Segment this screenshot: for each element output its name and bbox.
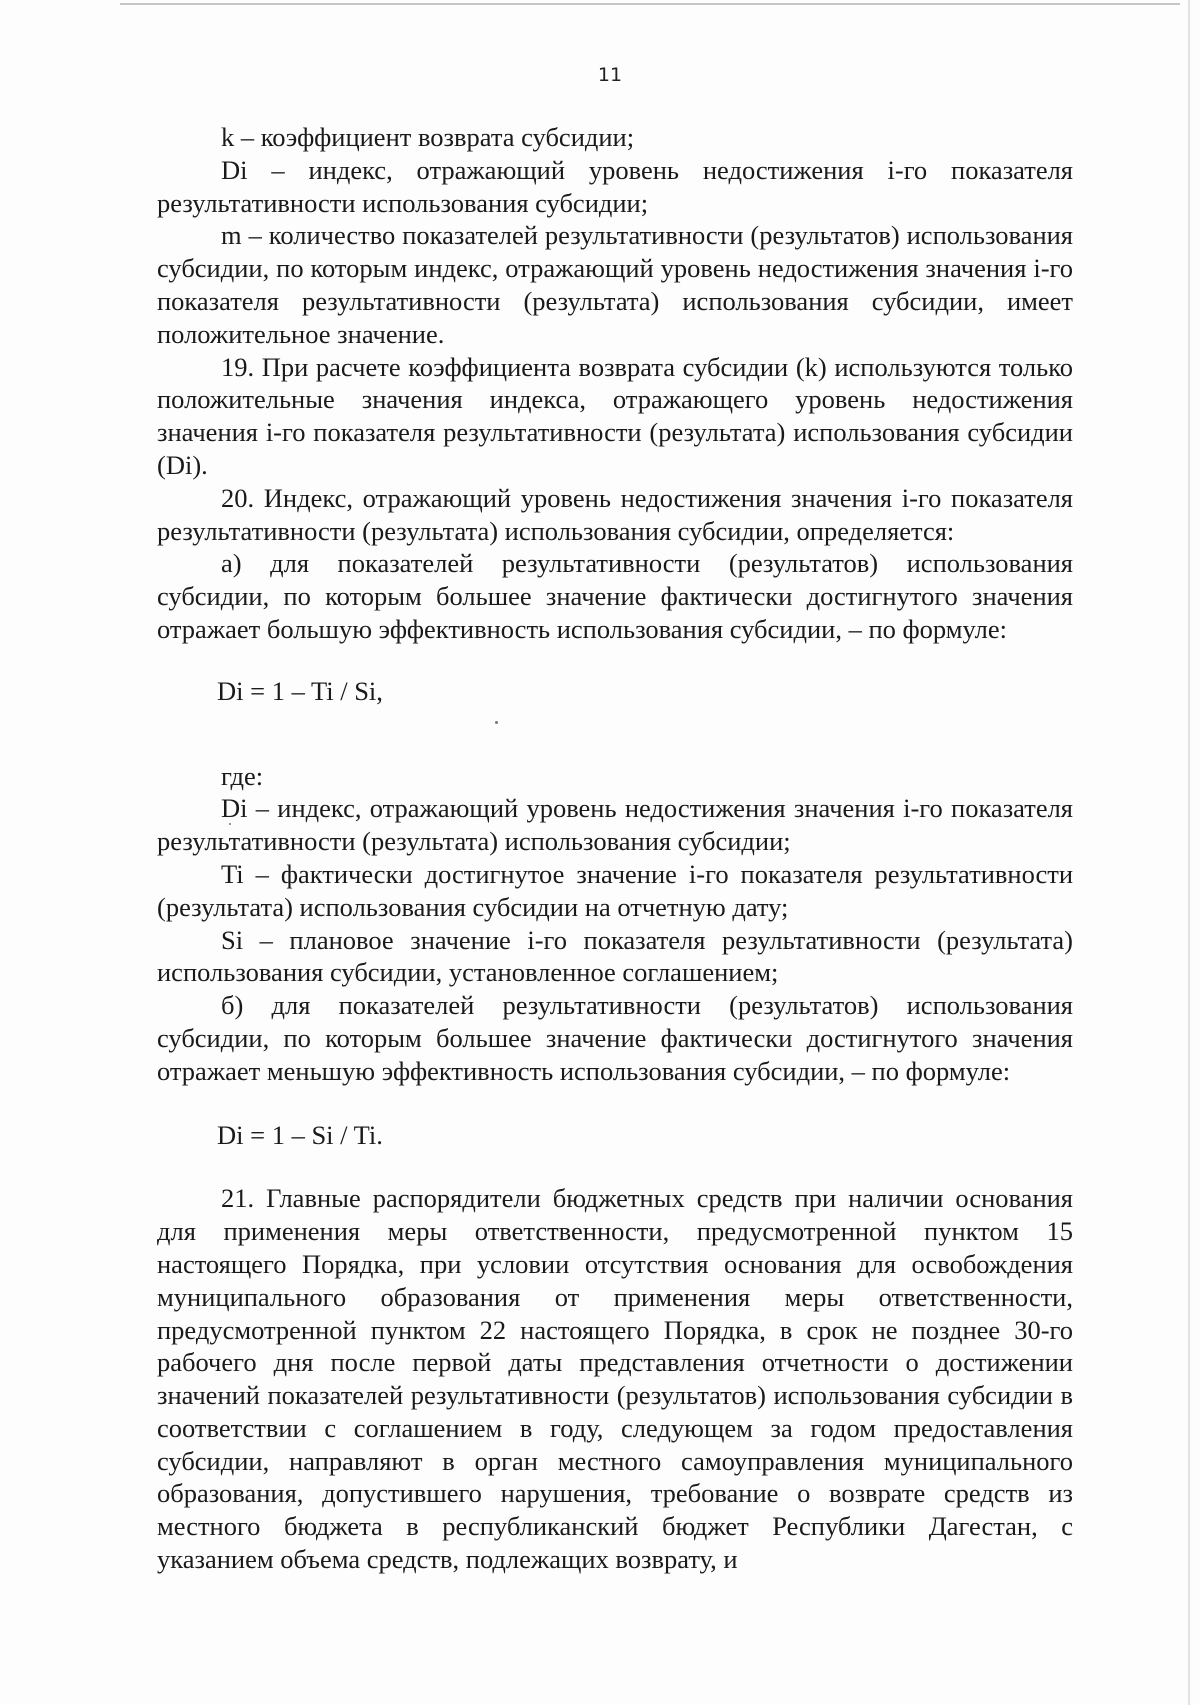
paragraph-20-b: б) для показателей результативности (результатов) использования субсидии, по которым большее значение фактически достигнутого значения отражает меньшую эффективность использования субсидии, – по формуле:: [157, 990, 1073, 1086]
paragraph-m-definition: m – количество показателей результативности (результатов) использования субсидии, по которым индекс, отражающий уровень недостижения значения i-го показателя результативности (результата) использования субсидии, имеет положительное значение.: [157, 220, 1073, 349]
paragraph-21: 21. Главные распорядители бюджетных средств при наличии основания для применения меры ответственности, предусмотренной пунктом 15 настоящего Порядка, при условии отсутствия основания для освобождения муниципального образования от применения меры ответственности, предусмотренной пунктом 22 настоящего Порядка, в срок не позднее 30-го рабочего дня после первой даты представления отчетности о достижении значений показателей результативности (результатов) использования субсидии в соответствии с соглашением в году, следующем за годом предоставления субсидии, направляют в орган местного самоуправления муниципального образования, допустившего нарушения, требование о возврате средств из местного бюджета в республиканский бюджет Республики Дагестан, с указанием объема средств, подлежащих возврату, и: [157, 1183, 1073, 1575]
paragraph-di-definition: Di – индекс, отражающий уровень недостижения i-го показателя результативности использования субсидии;: [157, 154, 1073, 218]
paragraph-si-definition: Si – плановое значение i-го показателя результативности (результата) использования субсидии, установленное соглашением;: [157, 924, 1073, 988]
scan-speck: [495, 721, 498, 724]
scan-edge-top: [120, 3, 1180, 5]
scan-speck: [229, 823, 231, 825]
paragraph-20-a: а) для показателей результативности (результатов) использования субсидии, по которым большее значение фактически достигнутого значения отражает большую эффективность использования субсидии, – по формуле:: [157, 548, 1073, 644]
document-body: [157, 121, 1073, 1576]
paragraph-where: где:: [221, 760, 264, 791]
paragraph-k-definition: k – коэффициент возврата субсидии;: [221, 122, 635, 152]
paragraph-di-index: Di – индекс, отражающий уровень недостижения значения i-го показателя результативности (результата) использования субсидии;: [157, 793, 1073, 857]
formula-b: Di = 1 – Si / Ti.: [217, 1119, 383, 1150]
paragraph-ti-definition: Ti – фактически достигнутое значение i-го показателя результативности (результата) использования субсидии на отчетную дату;: [157, 858, 1073, 922]
page-number: 11: [597, 64, 623, 86]
formula-a: Di = 1 – Ti / Si,: [217, 675, 383, 706]
scan-edge-right: [1188, 0, 1190, 1705]
paragraph-20: 20. Индекс, отражающий уровень недостижения значения i-го показателя результативности (результата) использования субсидии, определяется:: [157, 482, 1073, 546]
paragraph-19: 19. При расчете коэффициента возврата субсидии (k) используются только положительные значения индекса, отражающего уровень недостижения значения i-го показателя результативности (результата) использования субсидии (Di).: [157, 351, 1073, 480]
